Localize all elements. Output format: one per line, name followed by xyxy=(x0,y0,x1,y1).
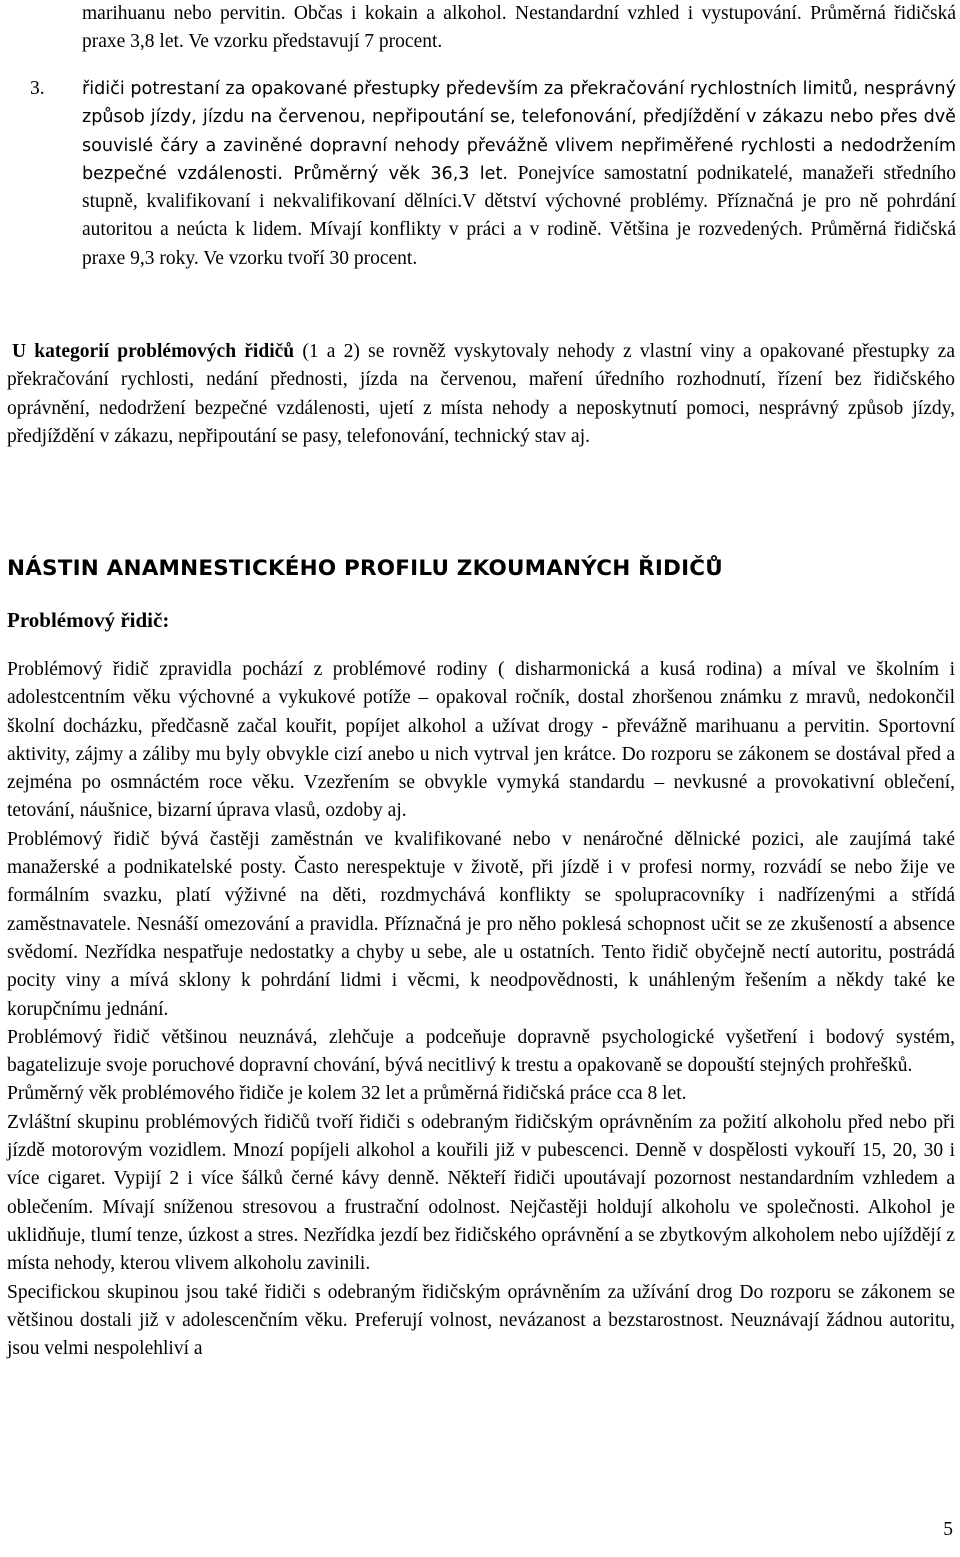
profile-body xyxy=(7,656,955,1363)
body-paragraph-2: Problémový řidič bývá častěji zaměstnán ve kvalifikované nebo v nenáročné dělnické pozici, ale zaujímá také manažerské a podnikatelské posty. Často nerespektuje v životě, při jízdě i v profesi normy, rozvádí se nebo žije ve formálním svazku, platí výživné na děti, rozdmychává konflikty se spolupracovníky i nadřízenými a střídá zaměstnavatele. Nesnáší omezování a pravidla. Příznačná je pro něho poklesá schopnost učit se ze zkušeností a absence svědomí. Nezřídka nespatřuje nedostatky a chyby u sebe, ale u ostatních. Tento řidič obyčejně nectí autoritu, postrádá pocity viny a mívá sklony k pohrdání lidmi i věcmi, k neodpovědnosti, k unáhleným řešením a někdy také ke korupčnímu jednání. xyxy=(7,828,955,1020)
body-paragraph-4: Průměrný věk problémového řidiče je kolem 32 let a průměrná řidičská práce cca 8 let. xyxy=(7,1083,687,1105)
list-item-number: 3. xyxy=(30,78,45,99)
categories-text: (1 a 2) se rovněž vyskytovaly nehody z vlastní viny a opakované přestupky za překračování rychlosti, nedání přednosti, jízda na červenou, maření úředního rozhodnutí, řízení bez řidičského oprávnění, nedodržení bezpečné vzdálenosti, ujetí z místa nehody a neposkytnutí pomoci, nesprávný způsob jízdy, předjíždění v zákazu, nepřipoutání se pasy, telefonování, technický stav aj. xyxy=(7,341,955,447)
body-paragraph-5: Zvláštní skupinu problémových řidičů tvoří řidiči s odebraným řidičským oprávněním za požití alkoholu před nebo při jízdě motorovým vozidlem. Mnozí popíjeli alkohol a kouřili již v pubescenci. Denně v dospělosti vykouří 15, 20, 30 i více cigaret. Vypijí 2 i více šálků černé kávy denně. Někteří řidiči upoutávají pozornost nestandardním vzhledem a oblečením. Mívají sníženou stresovou a frustrační odolnost. Nejčastěji holdují alkoholu ve společnosti. Alkohol je uklidňuje, tlumí tenze, úzkost a stres. Nezřídka jezdí bez řidičského oprávnění a se zbytkovým alkoholem nebo ujíždějí z místa nehody, kterou vlivem alkoholu zavinili. xyxy=(7,1111,955,1275)
categories-bold-lead: U kategorií problémových řidičů xyxy=(12,341,295,362)
body-paragraph-1: Problémový řidič zpravidla pochází z problémové rodiny ( disharmonická a kusá rodina) a míval ve školním i adolestcentním věku výchovné a vykukové potíže – opakoval ročník, dostal zhoršenou známku z mravů, nedokončil školní docházku, předčasně začal kouřit, popíjet alkohol a užívat drogy - převážně marihuanu a pervitin. Sportovní aktivity, zájmy a záliby mu byly obvykle cizí anebo u nich vytrval jen krátce. Do rozporu se zákonem se dostával před a zejména po osmnáctém roce věku. Vzezřením se obvykle vymyká standardu – nevkusné a provokativní oblečení, tetování, náušnice, bizarní úprava vlasů, ozdoby aj. xyxy=(7,659,955,822)
categories-paragraph xyxy=(7,338,955,451)
intro-text: marihuanu nebo pervitin. Občas i kokain a alkohol. Nestandardní vzhled i vystupování. Průměrná řidičská praxe 3,8 let. Ve vzorku představují 7 procent. xyxy=(82,3,956,53)
section-heading: NÁSTIN ANAMNESTICKÉHO PROFILU ZKOUMANÝCH ŘIDIČŮ xyxy=(7,556,723,581)
intro-continuation xyxy=(82,0,956,57)
list-item-3-text-serif: Ponejvíce samostatní podnikatelé, manažeři středního stupně, kvalifikovaní i nekvalifikovaní dělníci.V dětství výchovné problémy. Příznačná je pro ně pohrdání autoritou a neúcta k lidem. Mívají konflikty v práci a v rodině. Většina je rozvedených. Průměrná řidičská praxe 9,3 roky. Ve vzorku tvoří 30 procent. xyxy=(82,162,956,269)
section-subheading: Problémový řidič: xyxy=(7,608,170,632)
page-number: 5 xyxy=(943,1519,953,1540)
list-item-3-text-sans: řidiči potrestaní za opakované přestupky především za překračování rychlostních limitů, nesprávný způsob jízdy, jízdu na červenou, nepřipoutání se, telefonování, předjíždění v zákazu nebo přes dvě souvislé čáry a zaviněné dopravní nehody převážně vlivem nepřiměřené rychlosti a nedodržením bezpečné vzdálenosti. Průměrný věk 36,3 let. xyxy=(82,79,956,184)
body-paragraph-3: Problémový řidič většinou neuznává, zlehčuje a podceňuje dopravně psychologické vyšetření i bodový systém, bagatelizuje svoje poruchové dopravní chování, bývá necitlivý k trestu a opakovaně se dopouští stejných prohřešků. xyxy=(7,1026,955,1077)
body-paragraph-6: Specifickou skupinou jsou také řidiči s odebraným řidičským oprávněním za užívání drog Do rozporu se zákonem se většinou dostali již v adolescenčním věku. Preferují volnost, nevázanost a bezstarostnost. Neuznávají žádnou autoritu, jsou velmi nespolehliví a xyxy=(7,1281,955,1360)
list-item-3 xyxy=(30,75,956,273)
